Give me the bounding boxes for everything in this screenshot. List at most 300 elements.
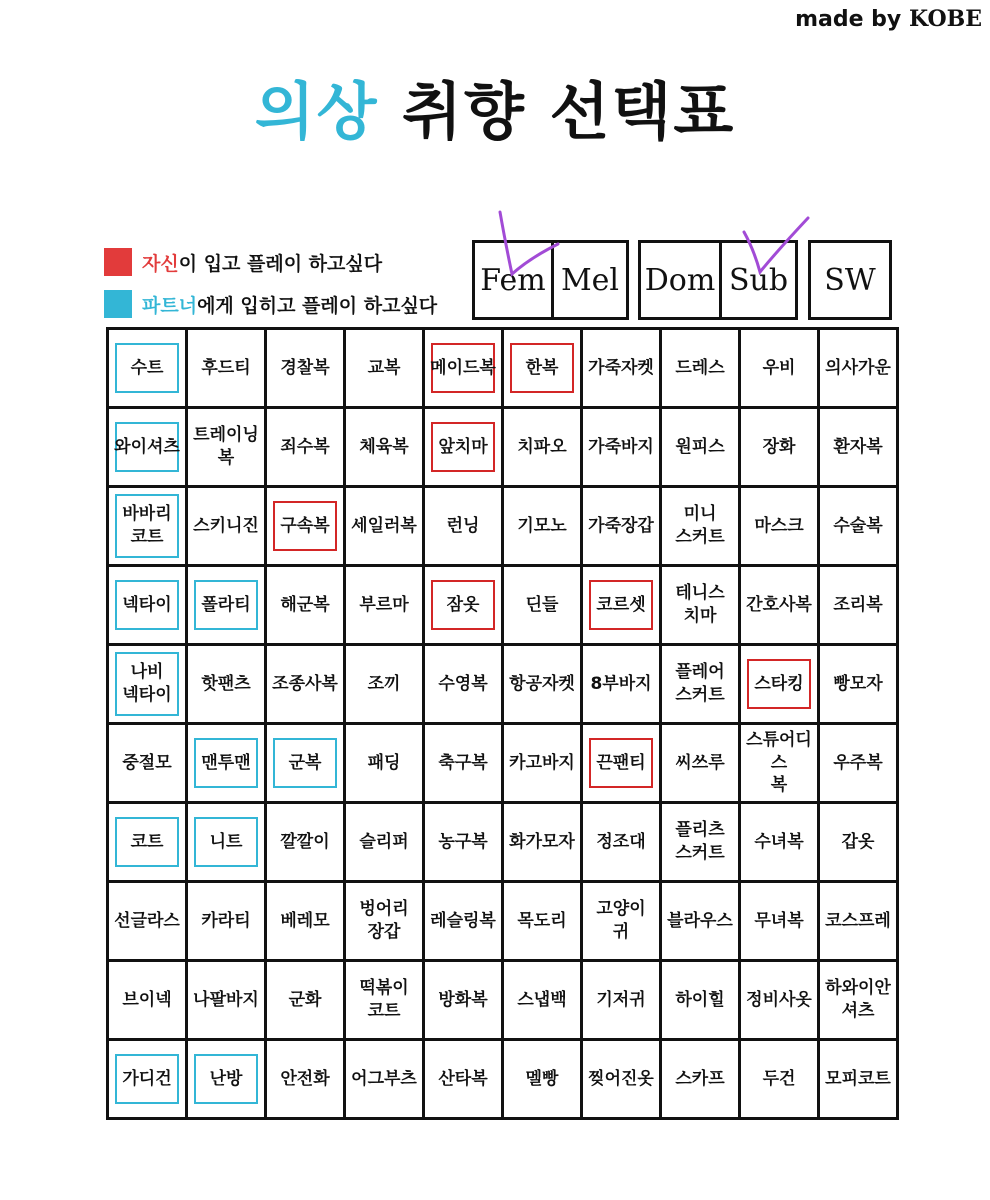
grid-cell-label: 농구복 [438, 831, 488, 852]
grid-cell[interactable] [424, 803, 503, 882]
grid-cell[interactable] [740, 961, 819, 1040]
grid-cell-content [267, 883, 343, 959]
grid-cell-label: 수술복 [833, 515, 883, 536]
grid-cell[interactable] [187, 803, 266, 882]
grid-cell-label: 치파오 [517, 436, 567, 457]
grid-cell-content [109, 962, 185, 1038]
grid-cell-content [346, 488, 422, 564]
grid-cell-content [820, 409, 896, 485]
grid-cell-label: 미니 스커트 [675, 504, 725, 547]
grid-cell-content [504, 883, 580, 959]
grid-cell-content [425, 804, 501, 880]
grid-cell[interactable] [503, 961, 582, 1040]
grid-cell[interactable] [582, 1040, 661, 1119]
grid-row [108, 329, 898, 408]
grid-row [108, 408, 898, 487]
grid-cell[interactable] [582, 329, 661, 408]
grid-cell-label: 군화 [288, 989, 322, 1010]
grid-cell-label: 테니스 치마 [675, 583, 725, 626]
grid-cell-content [188, 804, 264, 880]
blue-swatch [104, 290, 132, 318]
grid-cell[interactable] [582, 566, 661, 645]
role-mel[interactable]: Mel [551, 243, 626, 317]
grid-cell-label: 조끼 [367, 673, 401, 694]
grid-cell-content [346, 883, 422, 959]
grid-cell-content [583, 804, 659, 880]
grid-cell-content [583, 1041, 659, 1117]
grid-cell-content [267, 1041, 343, 1117]
grid-cell[interactable] [108, 408, 187, 487]
grid-cell[interactable] [345, 882, 424, 961]
grid-cell[interactable] [819, 1040, 898, 1119]
grid-cell-content [820, 646, 896, 722]
grid-cell-content [583, 330, 659, 406]
legend-item-partner [104, 290, 437, 318]
grid-cell[interactable] [582, 645, 661, 724]
grid-cell[interactable] [187, 1040, 266, 1119]
grid-cell-content [741, 646, 817, 722]
grid-cell[interactable] [661, 1040, 740, 1119]
grid-cell[interactable] [266, 408, 345, 487]
grid-cell-label: 죄수복 [280, 436, 330, 457]
grid-cell[interactable] [503, 566, 582, 645]
grid-row [108, 803, 898, 882]
grid-cell-content [662, 646, 738, 722]
grid-cell-label: 세일러복 [351, 515, 417, 536]
grid-cell-content [109, 725, 185, 801]
grid-cell-content [109, 804, 185, 880]
grid-cell-content [741, 883, 817, 959]
grid-cell[interactable] [661, 882, 740, 961]
grid-cell[interactable] [819, 566, 898, 645]
grid-cell-content [188, 409, 264, 485]
grid-cell[interactable] [503, 803, 582, 882]
grid-cell-label: 8부바지 [590, 673, 652, 694]
legend [104, 248, 437, 332]
grid-cell-label: 하이힐 [675, 989, 725, 1010]
grid-cell[interactable] [424, 408, 503, 487]
grid-cell[interactable] [819, 961, 898, 1040]
grid-cell-label: 정비사옷 [746, 989, 812, 1010]
title-accent: 의상 [254, 75, 379, 148]
grid-cell-content [820, 330, 896, 406]
grid-cell[interactable] [266, 566, 345, 645]
grid-cell-content [583, 488, 659, 564]
grid-cell-label: 패딩 [367, 752, 401, 773]
grid-cell-label: 화가모자 [509, 831, 575, 852]
grid-cell-label: 슬리퍼 [359, 831, 409, 852]
grid-cell[interactable] [424, 724, 503, 803]
grid-cell-content [267, 330, 343, 406]
role-sub[interactable]: Sub [719, 243, 795, 317]
grid-cell-label: 어그부츠 [351, 1068, 417, 1089]
grid-cell-label: 가죽바지 [588, 436, 654, 457]
grid-cell-label: 수녀복 [754, 831, 804, 852]
grid-cell[interactable] [108, 487, 187, 566]
grid-cell[interactable] [424, 882, 503, 961]
grid-cell[interactable] [661, 566, 740, 645]
grid-cell[interactable] [108, 803, 187, 882]
grid-cell[interactable] [503, 329, 582, 408]
grid-cell[interactable] [108, 961, 187, 1040]
grid-cell-label: 와이셔츠 [114, 436, 180, 457]
grid-cell-label: 축구복 [438, 752, 488, 773]
grid-cell-label: 레슬링복 [430, 910, 496, 931]
grid-cell-label: 체육복 [359, 436, 409, 457]
grid-cell-content [820, 1041, 896, 1117]
grid-cell-label: 스타킹 [754, 673, 804, 694]
grid-cell-label: 깔깔이 [280, 831, 330, 852]
grid-cell-label: 코스프레 [825, 910, 891, 931]
grid-cell-content [583, 409, 659, 485]
grid-cell-label: 구속복 [280, 515, 330, 536]
grid-cell-content [425, 409, 501, 485]
grid-cell[interactable] [819, 329, 898, 408]
grid-cell-content [583, 962, 659, 1038]
grid-cell-content [662, 962, 738, 1038]
grid-cell[interactable] [424, 645, 503, 724]
grid-cell[interactable] [266, 961, 345, 1040]
grid-cell[interactable] [661, 961, 740, 1040]
grid-cell-content [504, 725, 580, 801]
grid-cell[interactable] [740, 645, 819, 724]
grid-cell-content [504, 567, 580, 643]
grid-cell-content [188, 962, 264, 1038]
grid-cell-label: 마스크 [754, 515, 804, 536]
grid-cell-content [188, 883, 264, 959]
grid-cell-label: 카고바지 [509, 752, 575, 773]
grid-cell[interactable] [819, 645, 898, 724]
grid-cell-label: 코트 [130, 831, 164, 852]
grid-cell-label: 브이넥 [122, 989, 172, 1010]
grid-cell[interactable] [187, 645, 266, 724]
grid-cell[interactable] [187, 487, 266, 566]
grid-cell[interactable] [740, 329, 819, 408]
grid-cell-label: 난방 [209, 1068, 243, 1089]
legend-partner-highlight: 파트너 [142, 294, 198, 317]
grid-cell-label: 메이드복 [430, 357, 496, 378]
grid-cell[interactable] [266, 487, 345, 566]
grid-cell[interactable] [819, 724, 898, 803]
grid-cell-content [425, 646, 501, 722]
grid-cell[interactable] [266, 882, 345, 961]
grid-cell-content [109, 567, 185, 643]
grid-cell-content [267, 646, 343, 722]
grid-cell-content [267, 725, 343, 801]
grid-cell-label: 트레이닝 복 [193, 425, 259, 468]
grid-cell[interactable] [187, 961, 266, 1040]
clothing-grid [106, 327, 899, 1120]
grid-cell-content [425, 488, 501, 564]
grid-cell-content [188, 330, 264, 406]
role-group-sw [808, 240, 892, 320]
grid-cell[interactable] [424, 961, 503, 1040]
grid-cell-label: 간호사복 [746, 594, 812, 615]
grid-cell-content [820, 488, 896, 564]
grid-row [108, 961, 898, 1040]
grid-cell-content [662, 409, 738, 485]
grid-cell[interactable] [503, 882, 582, 961]
grid-cell[interactable] [187, 329, 266, 408]
grid-cell[interactable] [740, 1040, 819, 1119]
grid-cell-content [662, 330, 738, 406]
grid-cell-label: 딘들 [525, 594, 559, 615]
grid-cell[interactable] [424, 329, 503, 408]
grid-cell[interactable] [345, 487, 424, 566]
grid-cell-content [109, 330, 185, 406]
grid-cell[interactable] [661, 487, 740, 566]
grid-cell-label: 스카프 [675, 1068, 725, 1089]
grid-cell-content [504, 488, 580, 564]
grid-cell-content [662, 883, 738, 959]
grid-cell-label: 나팔바지 [193, 989, 259, 1010]
grid-cell-label: 중절모 [122, 752, 172, 773]
grid-cell[interactable] [187, 724, 266, 803]
grid-cell-content [188, 646, 264, 722]
grid-cell-content [504, 330, 580, 406]
grid-cell[interactable] [345, 1040, 424, 1119]
grid-cell-label: 조리복 [833, 594, 883, 615]
grid-cell-content [504, 804, 580, 880]
grid-cell-label: 갑옷 [841, 831, 875, 852]
grid-cell-label: 플레어 스커트 [675, 662, 725, 705]
grid-cell-content [346, 330, 422, 406]
grid-cell-content [741, 330, 817, 406]
grid-cell-label: 고양이 귀 [596, 899, 646, 942]
grid-cell-label: 기모노 [517, 515, 567, 536]
grid-cell-label: 부르마 [359, 594, 409, 615]
grid-row [108, 487, 898, 566]
grid-cell-content [741, 725, 817, 801]
grid-cell-label: 스튜어디스 복 [746, 729, 812, 796]
grid-cell-label: 가죽장갑 [588, 515, 654, 536]
grid-cell[interactable] [108, 1040, 187, 1119]
grid-row [108, 724, 898, 803]
grid-cell-content [583, 567, 659, 643]
grid-cell[interactable] [266, 724, 345, 803]
grid-cell-label: 폴라티 [201, 594, 251, 615]
grid-cell-label: 코르셋 [596, 594, 646, 615]
grid-cell[interactable] [187, 566, 266, 645]
grid-cell-content [504, 646, 580, 722]
grid-cell[interactable] [424, 487, 503, 566]
grid-cell-content [267, 567, 343, 643]
grid-cell-label: 한복 [525, 357, 559, 378]
grid-cell[interactable] [266, 1040, 345, 1119]
grid-cell-label: 교복 [367, 357, 401, 378]
grid-cell-label: 찢어진옷 [588, 1068, 654, 1089]
grid-cell[interactable] [582, 487, 661, 566]
grid-cell[interactable] [424, 1040, 503, 1119]
grid-cell-label: 가디건 [122, 1068, 172, 1089]
grid-cell[interactable] [819, 803, 898, 882]
grid-cell[interactable] [661, 724, 740, 803]
grid-cell-label: 드레스 [675, 357, 725, 378]
grid-cell[interactable] [819, 882, 898, 961]
grid-cell[interactable] [661, 645, 740, 724]
grid-cell[interactable] [582, 408, 661, 487]
grid-cell[interactable] [108, 882, 187, 961]
grid-cell[interactable] [819, 408, 898, 487]
grid-cell-content [188, 725, 264, 801]
grid-cell-label: 바바리 코트 [122, 504, 172, 547]
grid-cell[interactable] [187, 882, 266, 961]
grid-cell[interactable] [661, 408, 740, 487]
grid-cell-content [188, 567, 264, 643]
grid-cell-content [741, 567, 817, 643]
grid-cell-label: 나비 넥타이 [122, 662, 172, 705]
grid-cell-label: 수영복 [438, 673, 488, 694]
grid-cell-content [188, 488, 264, 564]
grid-cell[interactable] [503, 487, 582, 566]
grid-cell[interactable] [345, 566, 424, 645]
grid-cell-label: 방화복 [438, 989, 488, 1010]
grid-cell-content [662, 804, 738, 880]
grid-cell-label: 기저귀 [596, 989, 646, 1010]
grid-cell-label: 경찰복 [280, 357, 330, 378]
grid-cell-content [188, 1041, 264, 1117]
grid-cell-label: 가죽자켓 [588, 357, 654, 378]
grid-cell-content [820, 962, 896, 1038]
grid-cell-content [267, 804, 343, 880]
grid-cell[interactable] [582, 724, 661, 803]
grid-cell[interactable] [582, 803, 661, 882]
grid-cell[interactable] [740, 724, 819, 803]
grid-cell-content [820, 725, 896, 801]
grid-cell-label: 끈팬티 [596, 752, 646, 773]
grid-cell-content [741, 1041, 817, 1117]
grid-cell[interactable] [345, 329, 424, 408]
grid-cell-label: 멜빵 [525, 1068, 559, 1089]
grid-cell[interactable] [187, 408, 266, 487]
role-sw[interactable]: SW [824, 262, 876, 298]
grid-cell-content [267, 488, 343, 564]
grid-cell[interactable] [266, 803, 345, 882]
grid-cell-content [425, 962, 501, 1038]
grid-cell[interactable] [108, 724, 187, 803]
grid-cell-content [425, 567, 501, 643]
grid-cell[interactable] [424, 566, 503, 645]
grid-cell-content [741, 488, 817, 564]
grid-cell-label: 런닝 [446, 515, 480, 536]
legend-partner-text: 에게 입히고 플레이 하고싶다 [197, 294, 438, 317]
grid-cell[interactable] [503, 724, 582, 803]
grid-cell[interactable] [345, 645, 424, 724]
grid-cell-content [425, 725, 501, 801]
grid-cell-label: 플리츠 스커트 [675, 820, 725, 863]
grid-cell-content [820, 883, 896, 959]
grid-cell[interactable] [661, 803, 740, 882]
grid-cell-label: 씨쓰루 [675, 752, 725, 773]
grid-cell[interactable] [345, 961, 424, 1040]
grid-cell[interactable] [108, 329, 187, 408]
grid-cell[interactable] [345, 724, 424, 803]
grid-cell[interactable] [582, 882, 661, 961]
grid-cell-label: 조종사복 [272, 673, 338, 694]
grid-cell-content [583, 646, 659, 722]
grid-cell-label: 항공자켓 [509, 673, 575, 694]
grid-cell-label: 의사가운 [825, 357, 891, 378]
grid-cell-content [109, 409, 185, 485]
grid-cell-content [109, 883, 185, 959]
title-rest: 취향 선택표 [378, 75, 736, 148]
grid-cell-label: 수트 [130, 357, 164, 378]
grid-cell[interactable] [266, 645, 345, 724]
grid-cell[interactable] [819, 487, 898, 566]
grid-cell[interactable] [108, 566, 187, 645]
grid-cell[interactable] [582, 961, 661, 1040]
grid-cell-content [662, 488, 738, 564]
grid-cell-label: 핫팬츠 [201, 673, 251, 694]
grid-cell-label: 정조대 [596, 831, 646, 852]
grid-cell[interactable] [503, 1040, 582, 1119]
role-fem[interactable]: Fem [480, 262, 546, 298]
grid-cell-label: 잠옷 [446, 594, 480, 615]
grid-cell-label: 떡볶이 코트 [359, 978, 409, 1021]
grid-cell[interactable] [661, 329, 740, 408]
grid-cell-content [820, 567, 896, 643]
grid-row [108, 882, 898, 961]
grid-cell-label: 베레모 [280, 910, 330, 931]
grid-cell[interactable] [266, 329, 345, 408]
grid-cell-label: 우주복 [833, 752, 883, 773]
grid-row [108, 566, 898, 645]
page-title [0, 62, 990, 151]
grid-cell[interactable] [740, 487, 819, 566]
grid-cell-content [662, 725, 738, 801]
grid-cell[interactable] [740, 408, 819, 487]
grid-cell-label: 선글라스 [114, 910, 180, 931]
grid-cell-label: 빵모자 [833, 673, 883, 694]
grid-cell-content [346, 725, 422, 801]
grid-cell-label: 군복 [288, 752, 322, 773]
grid-cell-label: 두건 [762, 1068, 796, 1089]
grid-cell-label: 하와이안 셔츠 [825, 978, 891, 1021]
grid-cell-content [820, 804, 896, 880]
grid-cell-label: 넥타이 [122, 594, 172, 615]
grid-cell[interactable] [108, 645, 187, 724]
credit [795, 6, 982, 32]
grid-cell-label: 니트 [209, 831, 243, 852]
grid-cell[interactable] [503, 408, 582, 487]
grid-cell-label: 무녀복 [754, 910, 804, 931]
grid-cell-label: 환자복 [833, 436, 883, 457]
grid-cell-content [662, 1041, 738, 1117]
grid-cell[interactable] [345, 803, 424, 882]
grid-cell-content [662, 567, 738, 643]
grid-cell-label: 목도리 [517, 910, 567, 931]
grid-cell[interactable] [345, 408, 424, 487]
role-dom[interactable]: Dom [644, 262, 716, 298]
grid-cell-content [109, 488, 185, 564]
grid-cell-content [346, 804, 422, 880]
grid-cell-label: 벙어리 장갑 [359, 899, 409, 942]
grid-cell-content [267, 409, 343, 485]
role-group-fem-mel [472, 240, 629, 320]
grid-cell-label: 장화 [762, 436, 796, 457]
grid-cell-content [425, 883, 501, 959]
legend-self-text: 이 입고 플레이 하고싶다 [178, 252, 383, 275]
grid-cell-content [346, 962, 422, 1038]
grid-cell[interactable] [740, 882, 819, 961]
grid-cell[interactable] [503, 645, 582, 724]
grid-cell-label: 원피스 [675, 436, 725, 457]
grid-cell[interactable] [740, 566, 819, 645]
grid-cell-content [267, 962, 343, 1038]
credit-name: KOBE [908, 6, 982, 32]
grid-cell-content [109, 1041, 185, 1117]
grid-cell[interactable] [740, 803, 819, 882]
